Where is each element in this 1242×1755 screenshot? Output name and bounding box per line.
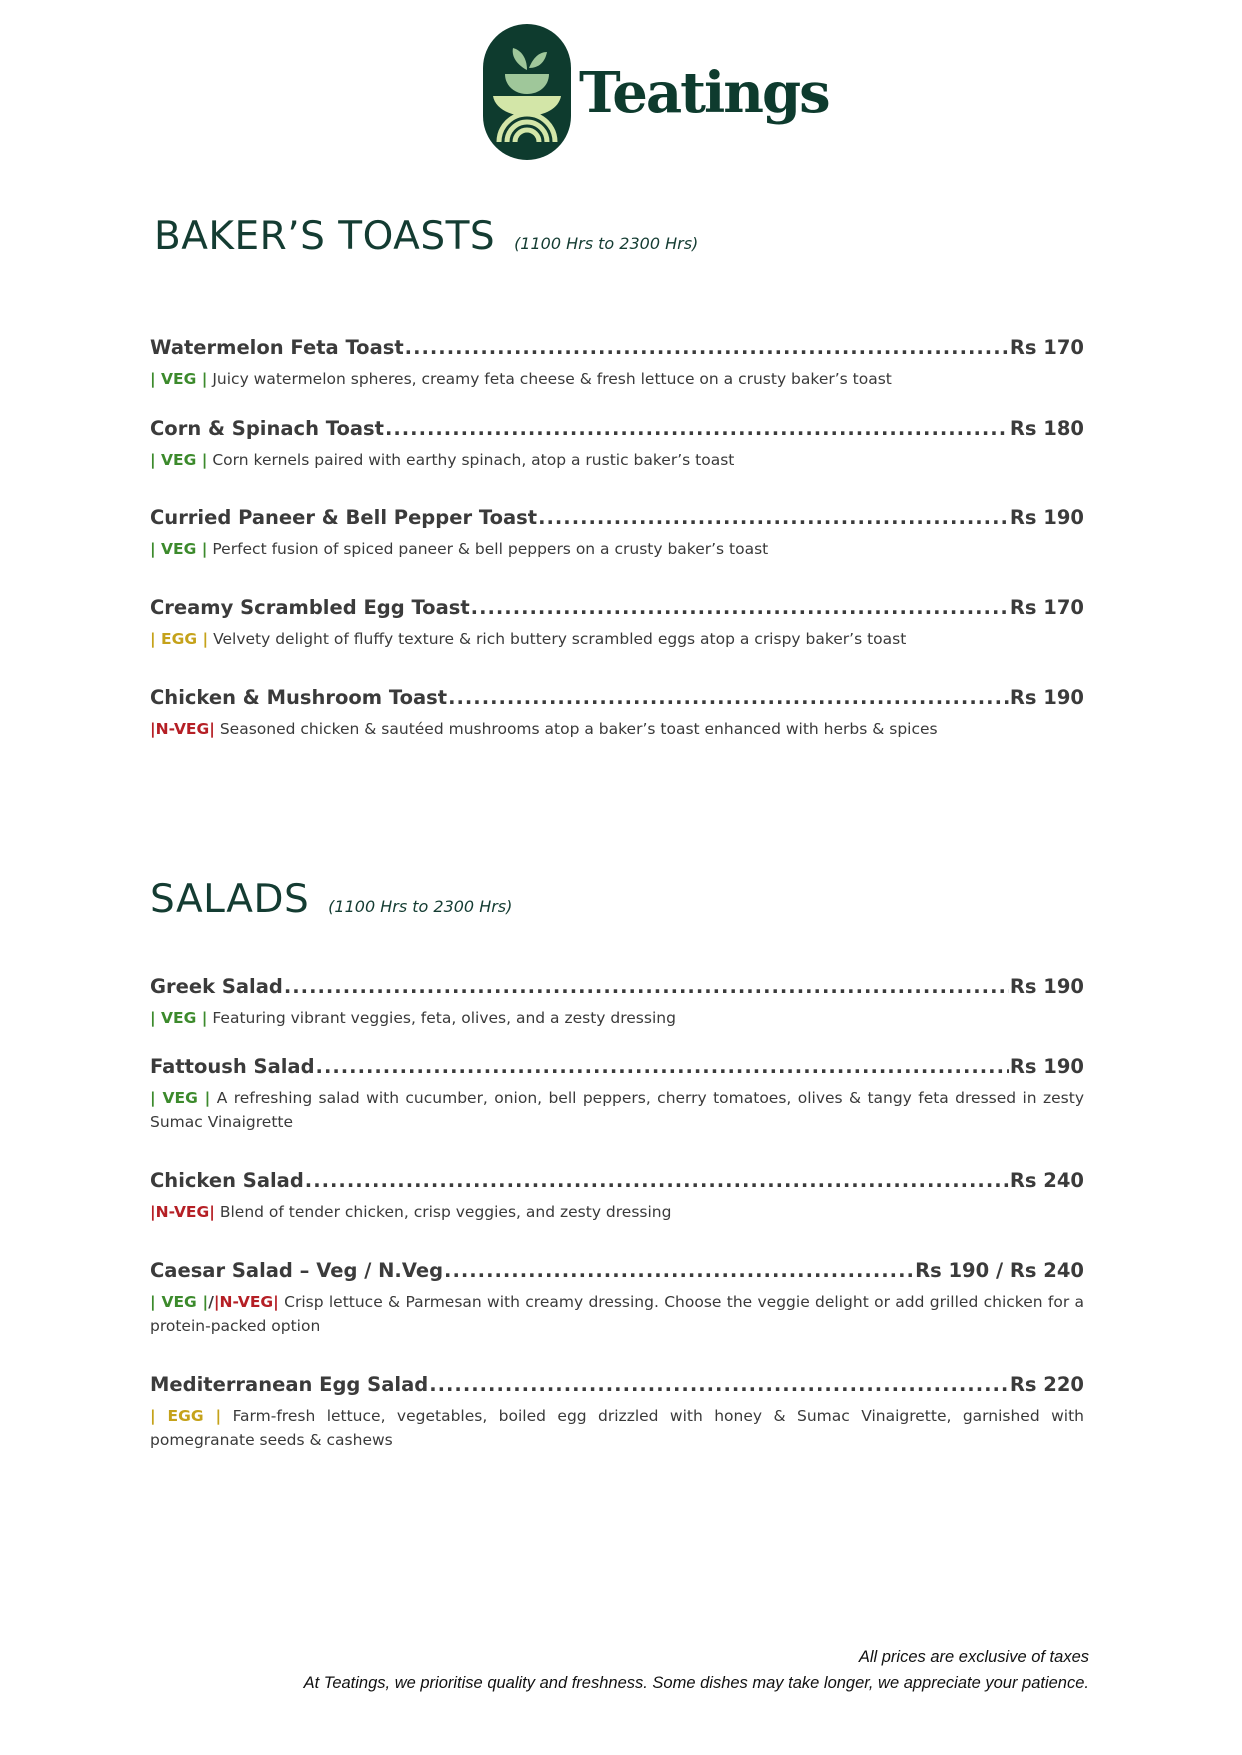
diet-tag: |N-VEG| bbox=[150, 1203, 215, 1221]
item-name: Corn & Spinach Toast bbox=[150, 417, 384, 440]
diet-tag: | VEG | bbox=[150, 1009, 208, 1027]
brand-logo bbox=[483, 24, 829, 160]
item-name: Caesar Salad – Veg / N.Veg bbox=[150, 1259, 444, 1282]
item-name: Greek Salad bbox=[150, 975, 283, 998]
item-name: Chicken Salad bbox=[150, 1169, 304, 1192]
dot-leader bbox=[305, 1169, 1009, 1192]
diet-tag: | VEG | bbox=[150, 370, 208, 388]
item-price: Rs 190 / Rs 240 bbox=[915, 1259, 1084, 1282]
item-description: Velvety delight of fluffy texture & rich buttery scrambled eggs atop a crispy baker’s toast bbox=[213, 630, 907, 648]
diet-tag: | EGG | bbox=[150, 630, 209, 648]
menu-item bbox=[150, 975, 1084, 1030]
item-description: Corn kernels paired with earthy spinach, atop a rustic baker’s toast bbox=[212, 451, 735, 469]
item-description: Juicy watermelon spheres, creamy feta cheese & fresh lettuce on a crusty baker’s toast bbox=[212, 370, 892, 388]
item-price: Rs 190 bbox=[1009, 686, 1084, 709]
item-price: Rs 170 bbox=[1009, 596, 1084, 619]
dot-leader bbox=[385, 417, 1009, 440]
diet-tag: | VEG | bbox=[150, 451, 208, 469]
dot-leader bbox=[471, 596, 1009, 619]
item-description: Perfect fusion of spiced paneer & bell peppers on a crusty baker’s toast bbox=[212, 540, 769, 558]
bowl-logo-icon bbox=[483, 24, 571, 160]
item-name: Chicken & Mushroom Toast bbox=[150, 686, 448, 709]
item-name: Curried Paneer & Bell Pepper Toast bbox=[150, 506, 538, 529]
dot-leader bbox=[284, 975, 1009, 998]
item-description: Blend of tender chicken, crisp veggies, and zesty dressing bbox=[219, 1203, 672, 1221]
item-name: Creamy Scrambled Egg Toast bbox=[150, 596, 470, 619]
menu-item bbox=[150, 336, 1084, 391]
item-price: Rs 190 bbox=[1009, 975, 1084, 998]
dot-leader bbox=[429, 1373, 1009, 1396]
item-price: Rs 240 bbox=[1009, 1169, 1084, 1192]
menu-item bbox=[150, 506, 1084, 561]
diet-tag: |N-VEG| bbox=[150, 720, 215, 738]
diet-tag-separator: / bbox=[208, 1293, 214, 1311]
item-description: Crisp lettuce & Parmesan with creamy dressing. Choose the veggie delight or add grilled chicken for a protein-packed option bbox=[150, 1293, 1085, 1335]
section-heading: SALADS bbox=[150, 877, 310, 922]
dot-leader bbox=[316, 1055, 1009, 1078]
item-price: Rs 180 bbox=[1009, 417, 1084, 440]
section-hours: (1100 Hrs to 2300 Hrs) bbox=[514, 234, 699, 253]
item-name: Mediterranean Egg Salad bbox=[150, 1373, 429, 1396]
menu-item bbox=[150, 596, 1084, 651]
item-price: Rs 220 bbox=[1009, 1373, 1084, 1396]
menu-item bbox=[150, 1373, 1084, 1452]
footer-tax-note: All prices are exclusive of taxes bbox=[858, 1648, 1089, 1666]
diet-tag: | VEG | bbox=[150, 540, 208, 558]
diet-tag: |N-VEG| bbox=[213, 1293, 279, 1311]
footer-freshness-note: At Teatings, we prioritise quality and freshness. Some dishes may take longer, we appreciate your patience. bbox=[303, 1674, 1089, 1692]
dot-leader bbox=[405, 336, 1009, 359]
menu-item bbox=[150, 686, 1084, 741]
menu-item bbox=[150, 1055, 1084, 1134]
item-name: Watermelon Feta Toast bbox=[150, 336, 404, 359]
item-name: Fattoush Salad bbox=[150, 1055, 315, 1078]
item-price: Rs 190 bbox=[1009, 506, 1084, 529]
section-title-bakers-toasts bbox=[154, 214, 698, 259]
item-description: Featuring vibrant veggies, feta, olives, and a zesty dressing bbox=[212, 1009, 676, 1027]
section-heading: BAKER’S TOASTS bbox=[154, 214, 496, 259]
item-price: Rs 170 bbox=[1009, 336, 1084, 359]
item-description: A refreshing salad with cucumber, onion, bell peppers, cherry tomatoes, olives & tangy feta dressed in zesty Sumac Vinaigrette bbox=[150, 1089, 1084, 1131]
diet-tag: | VEG | bbox=[150, 1089, 211, 1107]
dot-leader bbox=[448, 686, 1009, 709]
item-description: Farm-fresh lettuce, vegetables, boiled egg drizzled with honey & Sumac Vinaigrette, garnished with pomegranate seeds & cashews bbox=[150, 1407, 1084, 1449]
section-hours: (1100 Hrs to 2300 Hrs) bbox=[328, 897, 513, 916]
diet-tag: | EGG | bbox=[150, 1407, 222, 1425]
dot-leader bbox=[538, 506, 1009, 529]
item-description: Seasoned chicken & sautéed mushrooms atop a baker’s toast enhanced with herbs & spices bbox=[219, 720, 938, 738]
menu-item bbox=[150, 1259, 1084, 1338]
menu-item bbox=[150, 417, 1084, 472]
diet-tag: | VEG | bbox=[150, 1293, 209, 1311]
menu-item bbox=[150, 1169, 1084, 1224]
dot-leader bbox=[444, 1259, 914, 1282]
brand-name: Teatings bbox=[579, 60, 829, 126]
section-title-salads bbox=[150, 877, 512, 922]
item-price: Rs 190 bbox=[1009, 1055, 1084, 1078]
